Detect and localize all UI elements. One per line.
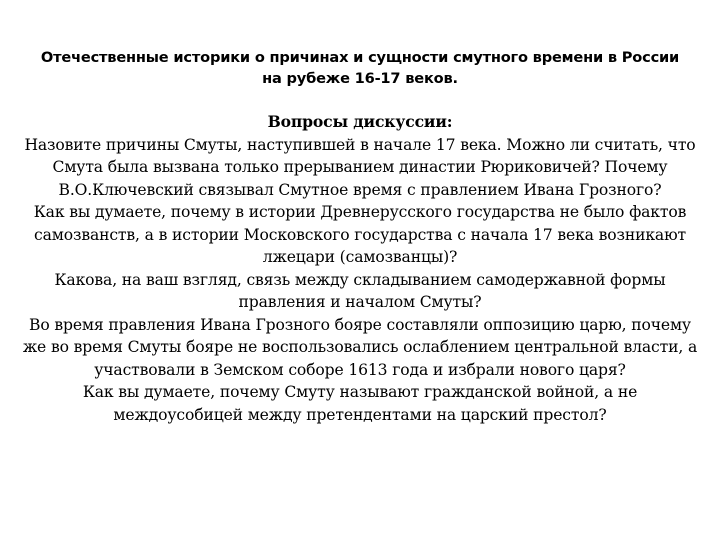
discussion-block (20, 111, 700, 426)
slide-title: Отечественные историки о причинах и сущности смутного времени в России на рубеже 16-17 веков. (40, 49, 680, 87)
discussion-heading: Вопросы дискуссии: (267, 112, 453, 131)
question-4: Во время правления Ивана Грозного бояре составляли оппозицию царю, почему же во время Смуты бояре не воспользовались ослаблением центральной власти, а участвовали в Земском соборе 1613 года и избрали нового царя? (22, 315, 698, 379)
question-2: Как вы думаете, почему в истории Древнерусского государства не было фактов самозванств, а в истории Московского государства с начала 17 века возникают лжецари (самозванцы)? (33, 203, 687, 266)
question-5: Как вы думаете, почему Смуту называют гражданской войной, а не междоусобицей между претендентами на царский престол? (82, 383, 638, 424)
question-1: Назовите причины Смуты, наступившей в начале 17 века. Можно ли считать, что Смута была вызвана только прерыванием династии Рюриковичей? Почему В.О.Ключевский связывал Смутное время с правлением Ивана Грозного? (24, 135, 696, 199)
question-3: Какова, на ваш взгляд, связь между складыванием самодержавной формы правления и началом Смуты? (54, 270, 666, 311)
